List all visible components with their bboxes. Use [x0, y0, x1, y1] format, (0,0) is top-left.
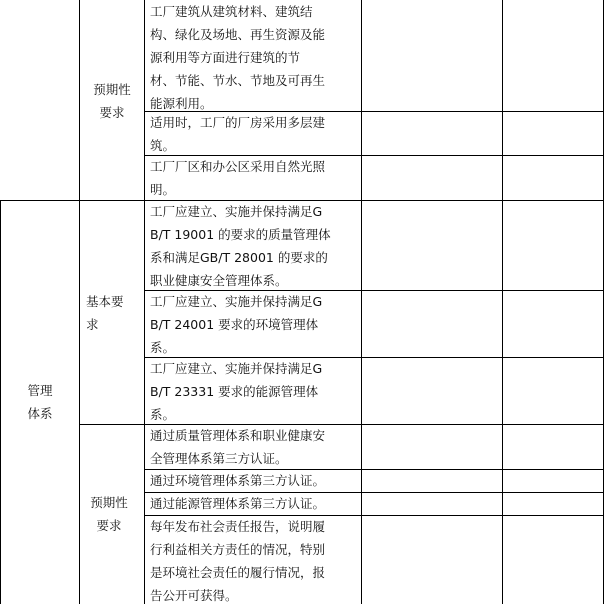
requirement-quality-ohs-system: 工厂应建立、实施并保持满足G B/T 19001 的要求的质量管理体 系和满足GB/T 28001 的要求的 职业健康安全管理体系。	[150, 204, 331, 288]
requirement-multistory-plant: 适用时，工厂的厂房采用多层建 筑。	[150, 115, 326, 153]
column-divider-2	[144, 0, 145, 604]
group-label-expected-requirements: 预期性 要求	[93, 82, 131, 120]
requirement-environmental-certification: 通过环境管理体系第三方认证。	[150, 473, 326, 488]
requirement-csr-report: 每年发布社会责任报告，说明履 行利益相关方责任的情况，特别 是环境社会责任的履行情况，报 告公开可获得。	[150, 519, 326, 603]
requirement-natural-lighting: 工厂厂区和办公区采用自然光照 明。	[150, 159, 326, 197]
column-divider-4	[502, 0, 503, 604]
requirement-energy-system: 工厂应建立、实施并保持满足G B/T 23331 要求的能源管理体 系。	[150, 361, 323, 422]
table-border-right	[603, 0, 604, 604]
requirement-building-materials: 工厂建筑从建筑材料、建筑结 构、绿化及场地、再生资源及能 源利用等方面进行建筑的节 材、节能、节水、节地及可再生 能源利用。	[150, 4, 326, 111]
column-divider-3	[361, 0, 362, 604]
requirement-environmental-system: 工厂应建立、实施并保持满足G B/T 24001 要求的环境管理体 系。	[150, 294, 323, 355]
group-label-basic-requirements: 基本要 求	[86, 294, 124, 332]
group-label-expected-requirements: 预期性 要求	[90, 495, 128, 533]
requirement-quality-ohs-certification: 通过质量管理体系和职业健康安 全管理体系第三方认证。	[150, 428, 326, 466]
category-label-management-system: 管理 体系	[27, 383, 53, 421]
requirement-energy-certification: 通过能源管理体系第三方认证。	[150, 496, 326, 511]
